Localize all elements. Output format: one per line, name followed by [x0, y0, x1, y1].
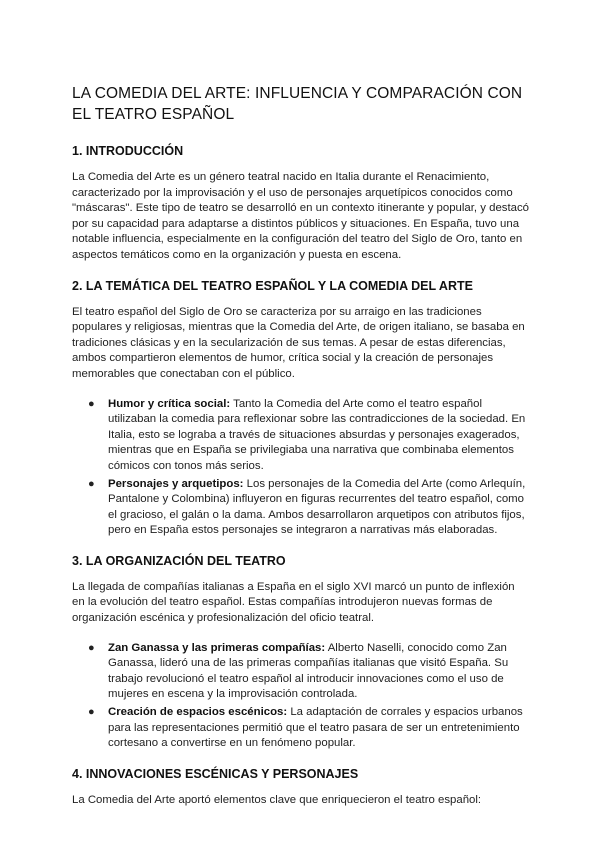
list-item — [88, 705, 530, 752]
list-item — [88, 477, 530, 539]
list-item-term: Creación de espacios escénicos: — [108, 706, 288, 719]
paragraph: El teatro español del Siglo de Oro se caracteriza por su arraigo en las tradiciones populares y religiosas, mientras que la Comedia del Arte, de origen italiano, se basaba en tradiciones clásicas y en la secularización de sus temas. A pesar de estas diferencias, ambos compartieron elementos de humor, crítica social y la creación de personajes memorables que conectaban con el público. — [72, 305, 525, 380]
bullet-list — [72, 397, 530, 539]
list-item-text: Tanto la Comedia del Arte como el teatro español utilizaban la comedia para reflexionar sobre las contradicciones de la sociedad. En Italia, esto se lograba a través de situaciones absurdas y personajes exagerados, mientras que en España se privilegiaba una narrativa que combinaba elementos cómicos con tonos más serios. — [108, 397, 526, 472]
list-item — [88, 397, 530, 475]
paragraph: La Comedia del Arte aportó elementos clave que enriquecieron el teatro español: — [72, 793, 482, 806]
bullet-dot-icon: ● — [88, 477, 95, 490]
section-innovaciones — [72, 766, 530, 809]
list-item-text: Alberto Naselli, conocido como Zan Ganassa, lideró una de las primeras compañías italianas que visitó España. Su trabajo revolucionó el teatro español al introducir innovaciones como el uso de mujeres en escena y la improvisación controlada. — [108, 641, 509, 701]
list-item-text: La adaptación de corrales y espacios urbanos para las representaciones permitió que el teatro pasara de ser un entretenimiento cortesano a convertirse en un fenómeno popular. — [108, 706, 523, 750]
paragraph: La llegada de compañías italianas a España en el siglo XVI marcó un punto de inflexión en la evolución del teatro español. Estas compañías introdujeron nuevas formas de organización escénica y profesionalización del oficio teatral. — [72, 580, 515, 625]
list-item-term: Personajes y arquetipos: — [108, 477, 244, 490]
section-organizacion — [72, 553, 530, 752]
section-heading: 1. INTRODUCCIÓN — [72, 144, 184, 158]
bullet-dot-icon: ● — [88, 706, 95, 719]
section-introduccion — [72, 143, 530, 264]
document-title: LA COMEDIA DEL ARTE: INFLUENCIA Y COMPARACIÓN CON EL TEATRO ESPAÑOL — [72, 85, 523, 123]
paragraph: La Comedia del Arte es un género teatral nacido en Italia durante el Renacimiento, caracterizado por la improvisación y el uso de personajes arquetípicos conocidos como "máscaras". Este tipo de teatro se desarrolló en un contexto itinerante y popular, y destacó por su capacidad para adaptarse a distintos públicos y situaciones. En España, tuvo una notable influencia, especialmente en la configuración del teatro del Siglo de Oro, tanto en aspectos temáticos como en la organización y puesta en escena. — [72, 171, 530, 261]
list-item — [88, 641, 530, 703]
section-heading: 4. INNOVACIONES ESCÉNICAS Y PERSONAJES — [72, 766, 359, 781]
bullet-dot-icon: ● — [88, 641, 95, 654]
bullet-dot-icon: ● — [88, 397, 95, 410]
section-heading: 2. LA TEMÁTICA DEL TEATRO ESPAÑOL Y LA COMEDIA DEL ARTE — [72, 278, 473, 293]
bullet-list — [72, 641, 530, 752]
section-tematica — [72, 278, 530, 539]
list-item-term: Zan Ganassa y las primeras compañías: — [108, 641, 326, 654]
section-heading: 3. LA ORGANIZACIÓN DEL TEATRO — [72, 553, 286, 568]
list-item-term: Humor y crítica social: — [108, 397, 231, 410]
list-item-text: Los personajes de la Comedia del Arte (como Arlequín, Pantalone y Colombina) influyeron en figuras recurrentes del teatro español, como el gracioso, el galán o la dama. Ambos desarrollaron arquetipos con atributos fijos, pero en España estos personajes se integraron a narrativas más elaboradas. — [108, 477, 526, 537]
